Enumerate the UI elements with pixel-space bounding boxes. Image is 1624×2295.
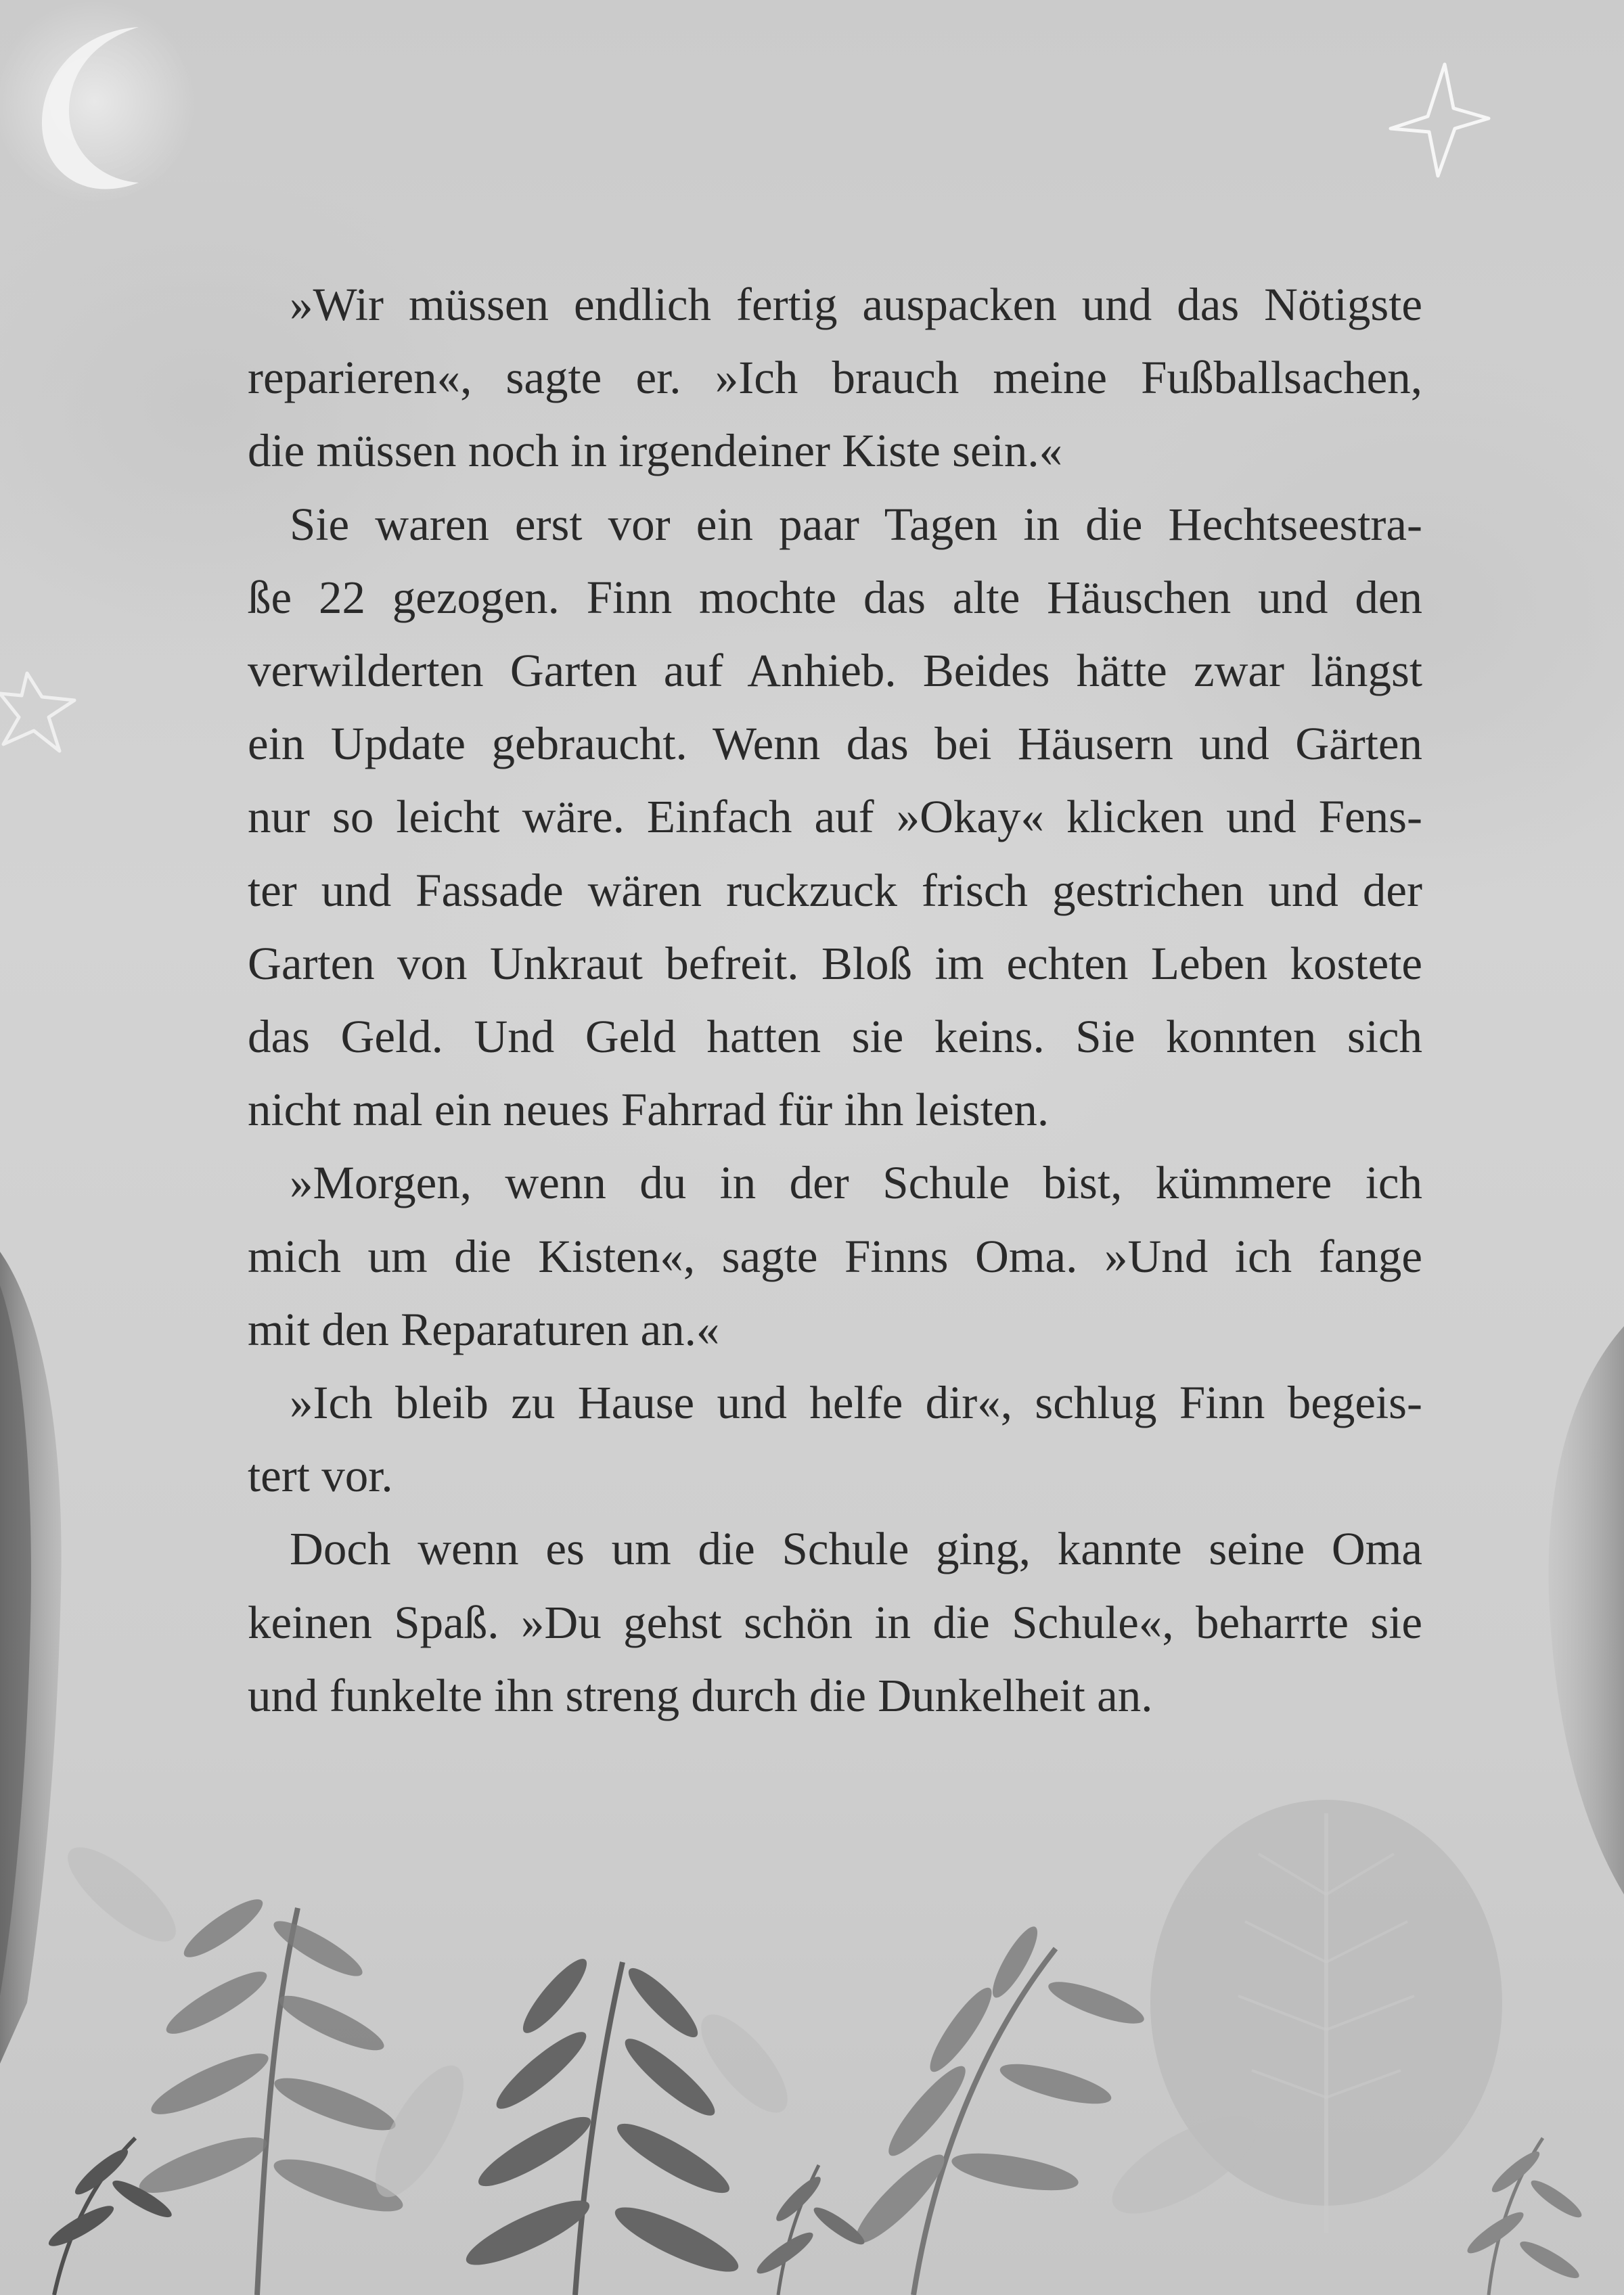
star-icon <box>1391 64 1489 176</box>
text-line: tert vor. <box>248 1450 393 1502</box>
text-line: mich um die Kisten«, sagte Finns Oma. »Und ich fange <box>248 1230 1422 1282</box>
faint-leaf-silhouettes <box>55 1833 1270 2232</box>
paragraph <box>248 1146 1422 1366</box>
text-line: Doch wenn es um die Schule ging, kannte seine Oma <box>290 1523 1422 1575</box>
text-line: und funkelte ihn streng durch die Dunkelheit an. <box>248 1669 1153 1721</box>
text-line: »Morgen, wenn du in der Schule bist, kümmere ich <box>290 1157 1422 1209</box>
paragraph <box>248 1366 1422 1512</box>
text-line: »Ich bleib zu Hause und helfe dir«, schlug Finn begeis- <box>290 1377 1422 1429</box>
text-line: »Wir müssen endlich fertig auspacken und das Nötigste <box>290 279 1422 330</box>
text-line: ter und Fassade wären ruckzuck frisch gestrichen und der <box>248 864 1422 916</box>
right-tree-silhouette <box>1548 1326 1624 1894</box>
text-line: ße 22 gezogen. Finn mochte das alte Häuschen und den <box>248 571 1422 623</box>
text-line: reparieren«, sagte er. »Ich brauch meine Fußballsachen, <box>248 352 1422 404</box>
crescent-moon-icon <box>0 0 196 203</box>
text-line: keinen Spaß. »Du gehst schön in die Schule«, beharrte sie <box>248 1596 1422 1648</box>
paragraph <box>248 488 1422 1147</box>
text-line: ein Update gebraucht. Wenn das bei Häusern und Gärten <box>248 718 1422 770</box>
text-line: mit den Reparaturen an.« <box>248 1303 720 1355</box>
text-line: das Geld. Und Geld hatten sie keins. Sie konnten sich <box>248 1011 1422 1063</box>
paragraph <box>248 268 1422 488</box>
text-line: Garten von Unkraut befreit. Bloß im echten Leben kostete <box>248 937 1422 989</box>
left-tree-silhouette <box>0 1252 62 2064</box>
story-text <box>248 268 1422 1732</box>
star-icon <box>0 673 74 751</box>
text-line: Sie waren erst vor ein paar Tagen in die Hechtseestra- <box>290 498 1422 550</box>
text-line: nicht mal ein neues Fahrrad für ihn leisten. <box>248 1084 1050 1136</box>
text-line: die müssen noch in irgendeiner Kiste sein.« <box>248 425 1063 477</box>
paragraph <box>248 1512 1422 1732</box>
text-line: nur so leicht wäre. Einfach auf »Okay« klicken und Fens- <box>248 791 1422 843</box>
text-line: verwilderten Garten auf Anhieb. Beides hätte zwar längst <box>248 645 1422 697</box>
